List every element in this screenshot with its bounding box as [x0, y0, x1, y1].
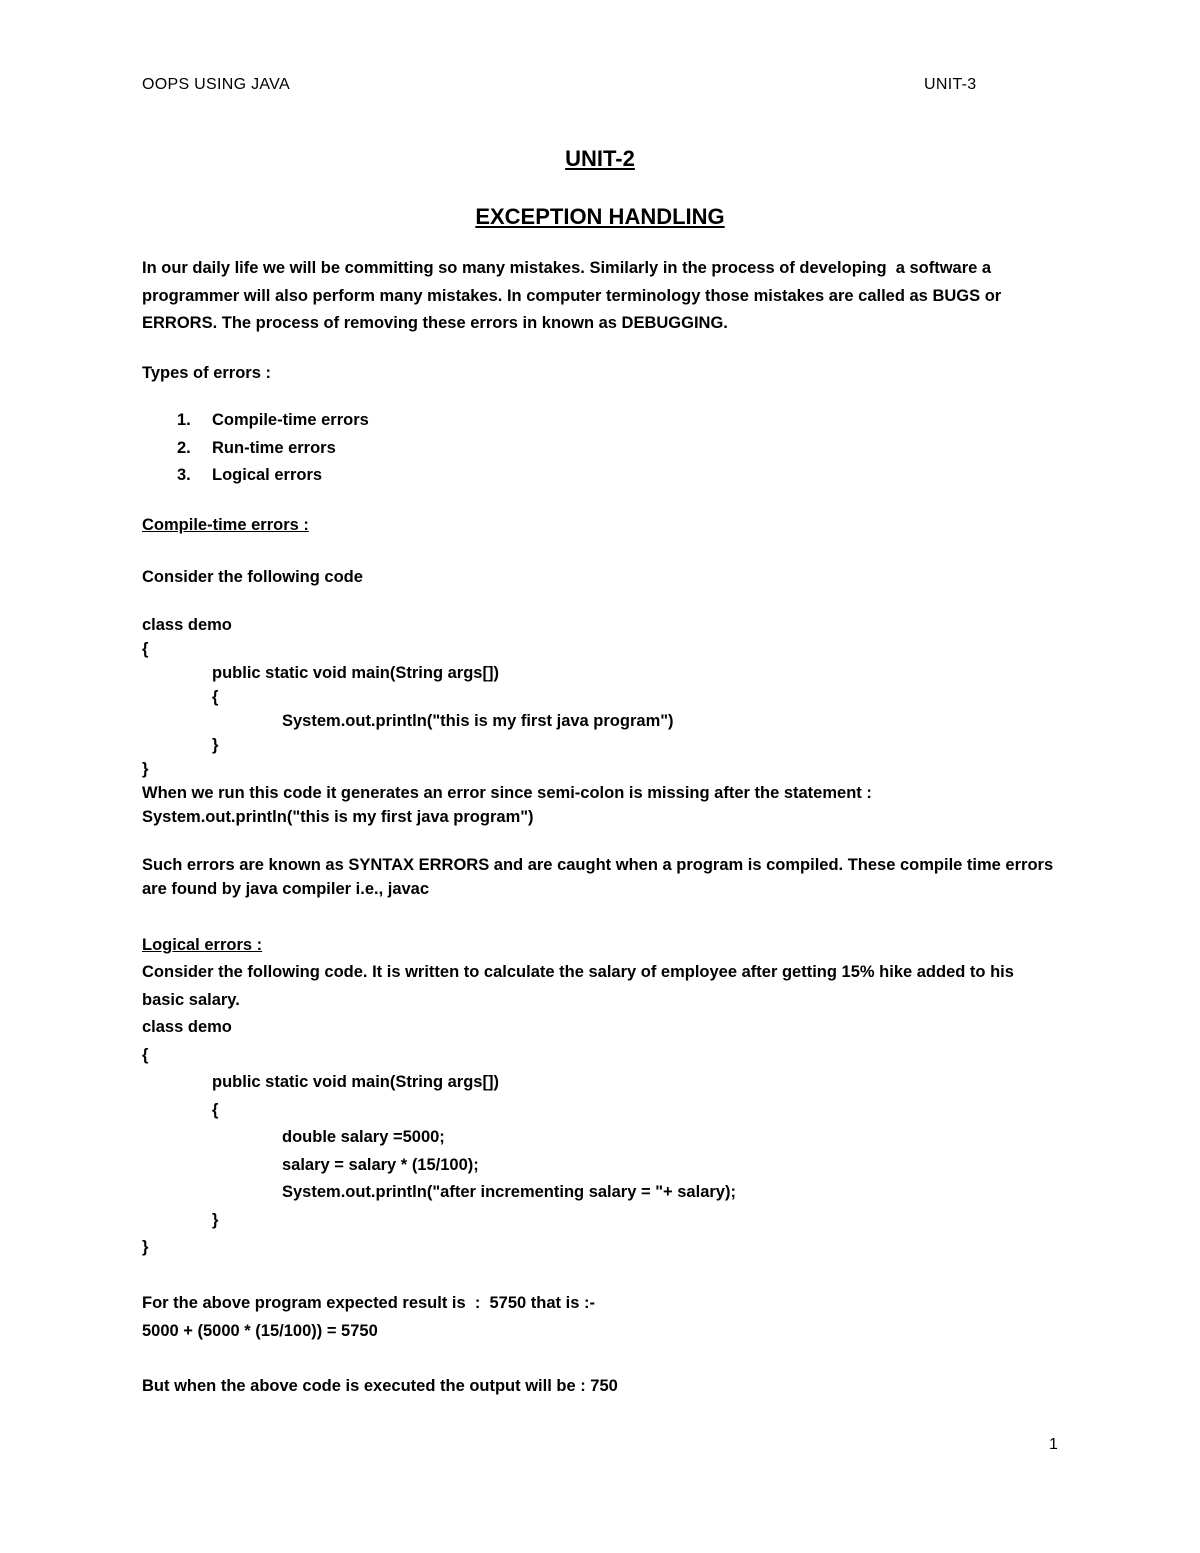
code-line: public static void main(String args[]): [212, 664, 499, 682]
code-line: public static void main(String args[]): [212, 1073, 499, 1091]
code-line: class demo: [142, 616, 232, 634]
compile-heading: Compile-time errors :: [142, 516, 309, 534]
intro-line: ERRORS. The process of removing these errors in known as DEBUGGING.: [142, 314, 728, 332]
code-line: {: [142, 1046, 149, 1064]
expected-line: 5000 + (5000 * (15/100)) = 5750: [142, 1322, 378, 1340]
header-right: UNIT-3: [924, 76, 977, 93]
code-line: {: [212, 688, 219, 706]
types-heading: Types of errors :: [142, 364, 271, 382]
syntax-line: are found by java compiler i.e., javac: [142, 880, 430, 898]
intro-line: In our daily life we will be committing so many mistakes. Similarly in the process of developing a software a: [142, 259, 992, 277]
list-number: 2.: [177, 439, 191, 457]
code-line: }: [212, 736, 219, 754]
list-item: Compile-time errors: [212, 411, 369, 429]
code-line: System.out.println("after incrementing salary = "+ salary);: [282, 1183, 736, 1201]
code-line: salary = salary * (15/100);: [282, 1156, 479, 1174]
logical-lead: Consider the following code. It is written to calculate the salary of employee after getting 15% hike added to his: [142, 963, 1014, 981]
page-title: UNIT-2: [565, 146, 635, 171]
code-line: }: [142, 1238, 149, 1256]
actual-output-line: But when the above code is executed the output will be : 750: [142, 1377, 618, 1395]
logical-lead: basic salary.: [142, 991, 240, 1009]
list-item: Run-time errors: [212, 439, 336, 457]
list-item: Logical errors: [212, 466, 323, 484]
logical-heading: Logical errors :: [142, 936, 263, 954]
header-left: OOPS USING JAVA: [142, 76, 290, 93]
code-line: System.out.println("this is my first java program"): [282, 712, 674, 730]
code-line: class demo: [142, 1018, 232, 1036]
syntax-line: Such errors are known as SYNTAX ERRORS and are caught when a program is compiled. These compile time errors: [142, 856, 1054, 874]
expected-line: For the above program expected result is : 5750 that is :-: [142, 1294, 595, 1312]
intro-line: programmer will also perform many mistakes. In computer terminology those mistakes are called as BUGS or: [142, 287, 1002, 305]
code-line: {: [212, 1101, 219, 1119]
list-number: 1.: [177, 411, 191, 429]
code-line: }: [212, 1211, 219, 1229]
code-line: }: [142, 760, 149, 778]
page-number: 1: [1049, 1436, 1058, 1453]
compile-lead: Consider the following code: [142, 568, 363, 586]
list-number: 3.: [177, 466, 191, 484]
compile-explain: System.out.println("this is my first java program"): [142, 808, 534, 826]
compile-explain: When we run this code it generates an error since semi-colon is missing after the statement :: [142, 784, 872, 802]
page-subtitle: EXCEPTION HANDLING: [475, 204, 725, 229]
code-line: {: [142, 640, 149, 658]
code-line: double salary =5000;: [282, 1128, 445, 1146]
